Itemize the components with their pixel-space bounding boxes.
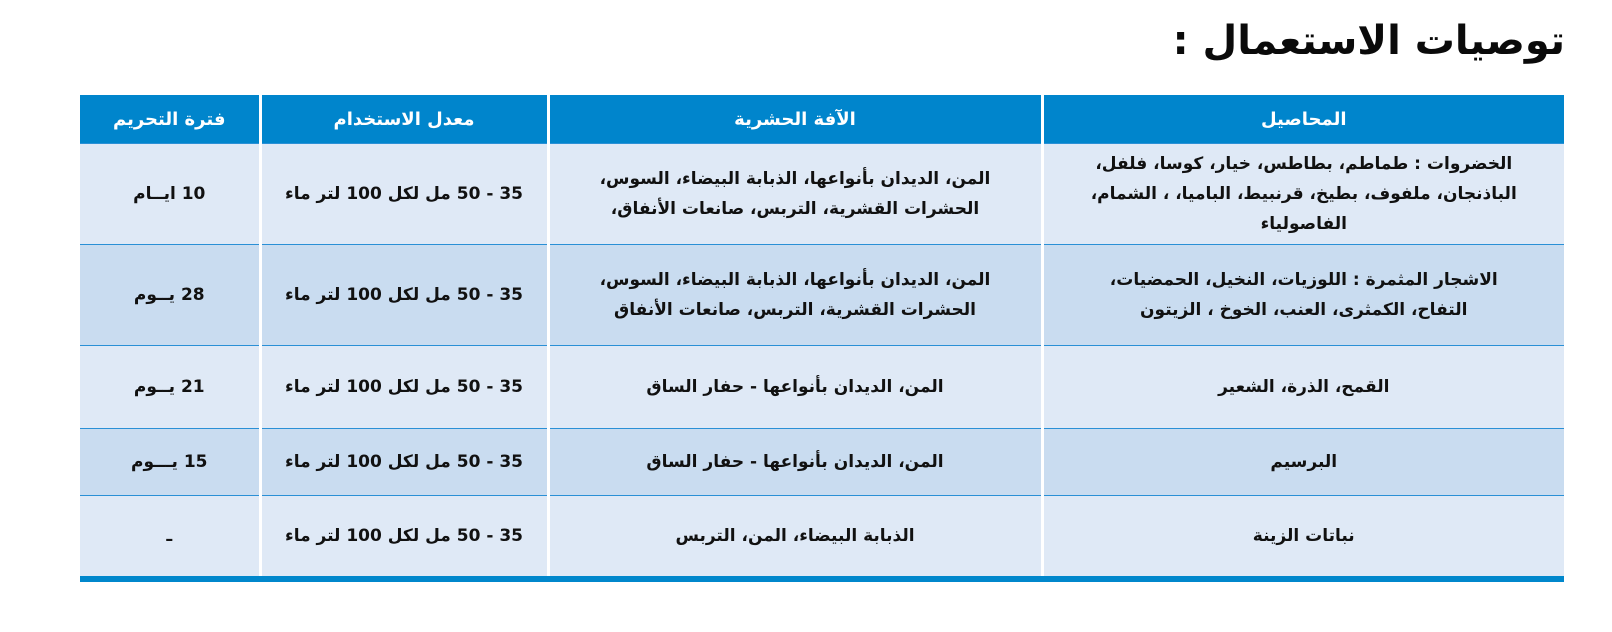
pest-text: المن، الديدان بأنواعها، الذبابة البيضاء، السوس، الحشرات القشرية، التربس، صانعات الأنفاق — [599, 270, 991, 320]
cell-rate: 35 - 50 مل لكل 100 لتر ماء — [260, 496, 548, 580]
cell-pest — [548, 144, 1042, 245]
usage-table-container — [80, 95, 1564, 582]
cell-rate: 35 - 50 مل لكل 100 لتر ماء — [260, 144, 548, 245]
header-pest: الآفة الحشرية — [548, 95, 1042, 144]
crops-text: الاشجار المثمرة : اللوزيات، النخيل، الحمضيات، التفاح، الكمثرى، العنب، الخوخ ، الزيتون — [1109, 270, 1498, 320]
header-crops: المحاصيل — [1042, 95, 1564, 144]
cell-crops: البرسيم — [1042, 429, 1564, 496]
cell-phi: 21 يــوم — [80, 346, 260, 429]
cell-phi: 10 ايــام — [80, 144, 260, 245]
header-rate: معدل الاستخدام — [260, 95, 548, 144]
cell-rate: 35 - 50 مل لكل 100 لتر ماء — [260, 245, 548, 346]
cell-crops — [1042, 144, 1564, 245]
cell-phi: 28 يــوم — [80, 245, 260, 346]
cell-pest: المن، الديدان بأنواعها - حفار الساق — [548, 346, 1042, 429]
cell-crops — [1042, 245, 1564, 346]
pest-text: المن، الديدان بأنواعها، الذبابة البيضاء، السوس، الحشرات القشرية، التربس، صانعات الأنفاق، — [599, 169, 991, 219]
table-row — [80, 429, 1564, 496]
cell-pest: الذبابة البيضاء، المن، التربس — [548, 496, 1042, 580]
table-row — [80, 144, 1564, 245]
crops-text: الخضروات : طماطم، بطاطس، خيار، كوسا، فلفل، الباذنجان، ملفوف، بطيخ، قرنبيط، الباميا، ، الشمام، الفاصولياء — [1090, 154, 1517, 234]
cell-rate: 35 - 50 مل لكل 100 لتر ماء — [260, 346, 548, 429]
cell-crops: نباتات الزينة — [1042, 496, 1564, 580]
cell-crops: القمح، الذرة، الشعير — [1042, 346, 1564, 429]
cell-phi: 15 يـــوم — [80, 429, 260, 496]
cell-pest — [548, 245, 1042, 346]
table-row — [80, 346, 1564, 429]
cell-rate: 35 - 50 مل لكل 100 لتر ماء — [260, 429, 548, 496]
table-header-row — [80, 95, 1564, 144]
page-title: توصيات الاستعمال : — [1172, 18, 1565, 64]
usage-recommendations-table — [80, 95, 1564, 582]
cell-pest: المن، الديدان بأنواعها - حفار الساق — [548, 429, 1042, 496]
table-row — [80, 245, 1564, 346]
header-phi: فترة التحريم — [80, 95, 260, 144]
table-row — [80, 496, 1564, 580]
cell-phi: ـ — [80, 496, 260, 580]
